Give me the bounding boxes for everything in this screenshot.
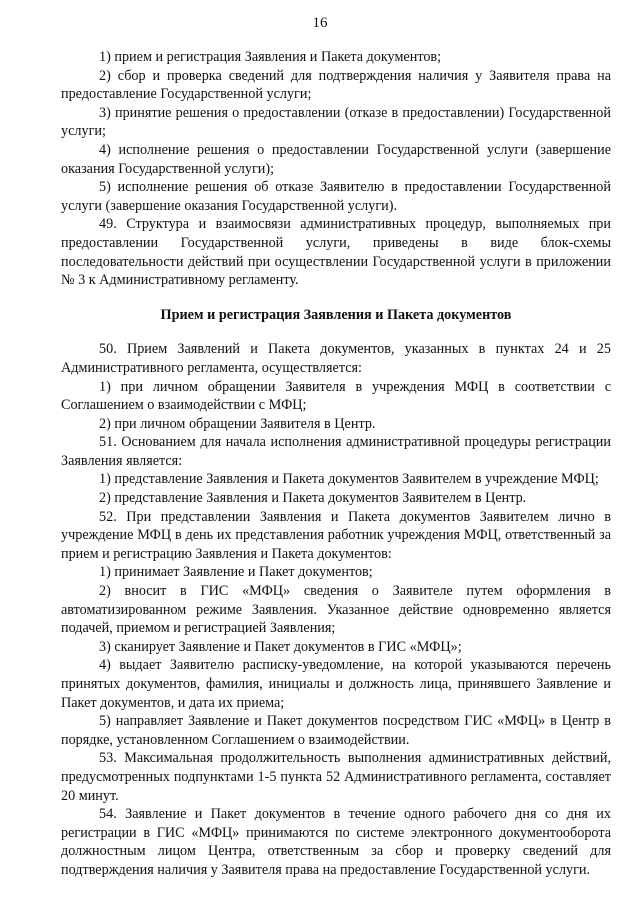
paragraph-51-item-2: 2) представление Заявления и Пакета документов Заявителем в Центр. <box>99 490 527 507</box>
paragraph-top-1: 1) прием и регистрация Заявления и Пакета документов; <box>99 49 442 65</box>
document-body <box>61 48 611 880</box>
page-number: 16 <box>312 15 328 31</box>
paragraph-51: 51. Основанием для начала исполнения административной процедуры регистрации Заявления является: <box>61 434 611 469</box>
paragraph-50-item-2: 2) при личном обращении Заявителя в Центр. <box>99 415 376 432</box>
paragraph-51-item-1: 1) представление Заявления и Пакета документов Заявителем в учреждение МФЦ; <box>99 471 599 488</box>
paragraph-52-item-3: 3) сканирует Заявление и Пакет документов в ГИС «МФЦ»; <box>99 638 462 655</box>
paragraph-50: 50. Прием Заявлений и Пакета документов, указанных в пунктах 24 и 25 Административного регламента, осуществляется: <box>61 341 611 376</box>
paragraph-top-5: 5) исполнение решения об отказе Заявителю в предоставлении Государственной услуги (завершение оказания Государственной услуги). <box>61 179 611 214</box>
paragraph-54: 54. Заявление и Пакет документов в течение одного рабочего дня со дня их регистрации в ГИС «МФЦ» принимаются по системе электронного документооборота должностным лицом Центра, ответственным за сбор и проверку сведений для подтверждения наличия у Заявителя права на предоставление Государственной услуги. <box>61 806 611 878</box>
paragraph-top-3: 3) принятие решения о предоставлении (отказе в предоставлении) Государственной услуги; <box>61 104 611 140</box>
paragraph-52-item-5: 5) направляет Заявление и Пакет документов посредством ГИС «МФЦ» в Центр в порядке, установленном Соглашением о взаимодействии. <box>61 713 611 748</box>
paragraph-49: 49. Структура и взаимосвязи административных процедур, выполняемых при предоставлении Государственной услуги, приведены в виде блок-схемы последовательности действий при осуществлении Государственной услуги в приложении № 3 к Административному регламенту. <box>61 216 611 289</box>
paragraph-50-item-1: 1) при личном обращении Заявителя в учреждения МФЦ в соответствии с Соглашением о взаимодействии с МФЦ; <box>61 378 611 414</box>
paragraph-52: 52. При представлении Заявления и Пакета документов Заявителем лично в учреждение МФЦ в день их представления работник учреждения МФЦ, ответственный за прием и регистрацию Заявления и Пакета документов: <box>61 508 611 562</box>
paragraph-52-item-2: 2) вносит в ГИС «МФЦ» сведения о Заявителе путем оформления в автоматизированном режиме Заявления. Указанное действие одновременно является подачей, приемом и регистрацией Заявления; <box>61 583 611 637</box>
paragraph-53: 53. Максимальная продолжительность выполнения административных действий, предусмотренных подпунктами 1-5 пункта 52 Административного регламента, составляет 20 минут. <box>61 750 611 804</box>
paragraph-52-item-1: 1) принимает Заявление и Пакет документов; <box>99 564 373 581</box>
paragraph-top-4: 4) исполнение решения о предоставлении Государственной услуги (завершение оказания Государственной услуги); <box>61 141 611 177</box>
paragraph-top-2: 2) сбор и проверка сведений для подтверждения наличия у Заявителя права на предоставление Государственной услуги; <box>61 67 611 103</box>
paragraph-52-item-4: 4) выдает Заявителю расписку-уведомление, на которой указываются перечень принятых документов, фамилия, инициалы и должность лица, принявшего Заявление и Пакет документов, и дата их приема; <box>61 657 611 711</box>
section-heading: Прием и регистрация Заявления и Пакета документов <box>160 306 512 323</box>
